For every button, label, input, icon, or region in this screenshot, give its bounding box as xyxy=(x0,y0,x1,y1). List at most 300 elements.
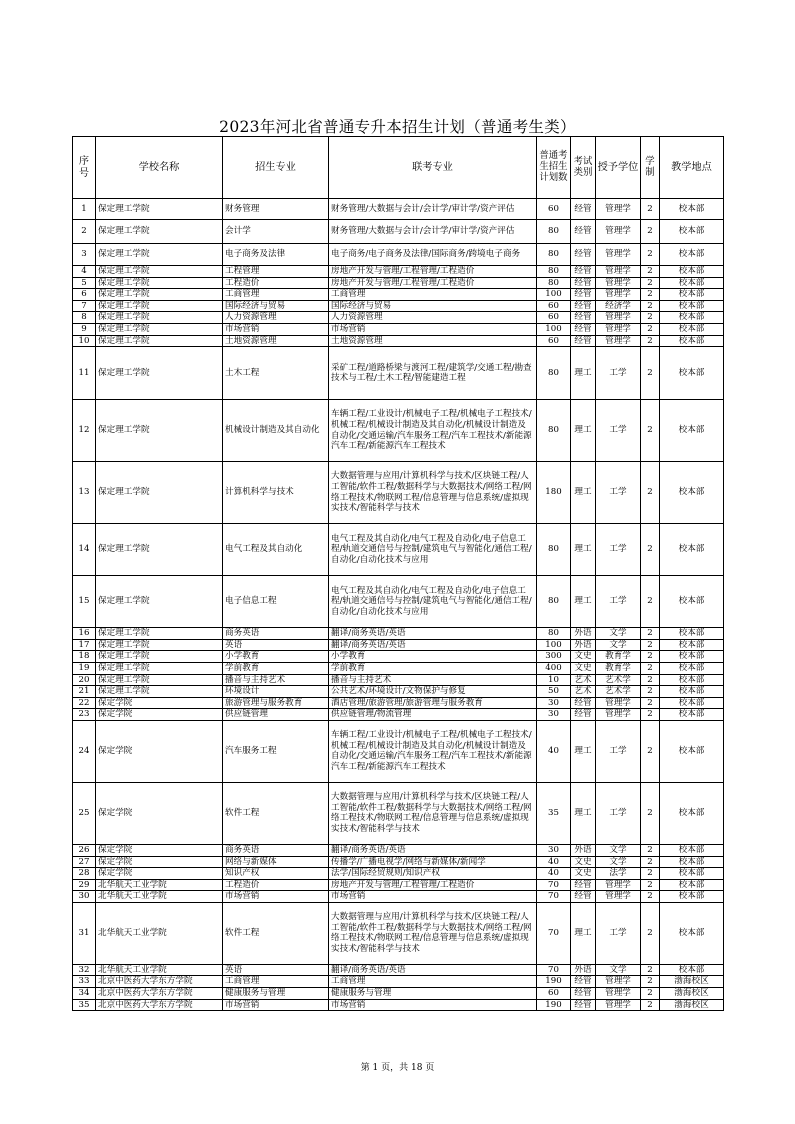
teaching-location: 校本部 xyxy=(660,300,724,312)
plan-count: 180 xyxy=(537,462,571,524)
degree: 管理学 xyxy=(596,199,641,220)
row-number: 1 xyxy=(73,199,96,220)
degree: 管理学 xyxy=(596,289,641,301)
table-row xyxy=(73,244,724,266)
major-name: 知识产权 xyxy=(223,868,329,880)
table-row xyxy=(73,289,724,301)
teaching-location: 校本部 xyxy=(660,902,724,964)
table-header-row xyxy=(73,137,724,199)
school-name: 保定理工学院 xyxy=(96,639,223,651)
related-majors: 传播学/广播电视学/网络与新媒体/新闻学 xyxy=(329,856,537,868)
exam-category: 文史 xyxy=(571,868,596,880)
study-years: 2 xyxy=(641,300,660,312)
school-name: 保定理工学院 xyxy=(96,266,223,278)
related-majors: 财务管理/大数据与会计/会计学/审计学/资产评估 xyxy=(329,220,537,244)
exam-category: 经管 xyxy=(571,266,596,278)
plan-count: 70 xyxy=(537,891,571,903)
plan-count: 80 xyxy=(537,347,571,400)
degree: 管理学 xyxy=(596,312,641,324)
exam-category: 文史 xyxy=(571,662,596,674)
table-row xyxy=(73,709,724,721)
exam-category: 经管 xyxy=(571,999,596,1011)
degree: 管理学 xyxy=(596,323,641,335)
plan-count: 80 xyxy=(537,576,571,628)
table-row xyxy=(73,199,724,220)
degree: 工学 xyxy=(596,782,641,844)
study-years: 2 xyxy=(641,879,660,891)
related-majors: 市场营销 xyxy=(329,891,537,903)
study-years: 2 xyxy=(641,697,660,709)
related-majors: 人力资源管理 xyxy=(329,312,537,324)
degree: 艺术学 xyxy=(596,674,641,686)
row-number: 22 xyxy=(73,697,96,709)
exam-category: 经管 xyxy=(571,199,596,220)
related-majors: 电子商务/电子商务及法律/国际商务/跨境电子商务 xyxy=(329,244,537,266)
degree: 文学 xyxy=(596,964,641,976)
row-number: 25 xyxy=(73,782,96,844)
teaching-location: 校本部 xyxy=(660,266,724,278)
degree: 工学 xyxy=(596,902,641,964)
table-row xyxy=(73,782,724,844)
school-name: 北华航天工业学院 xyxy=(96,879,223,891)
degree: 管理学 xyxy=(596,697,641,709)
teaching-location: 渤海校区 xyxy=(660,999,724,1011)
degree: 管理学 xyxy=(596,988,641,1000)
study-years: 2 xyxy=(641,964,660,976)
exam-category: 理工 xyxy=(571,347,596,400)
plan-count: 70 xyxy=(537,879,571,891)
exam-category: 外语 xyxy=(571,844,596,856)
row-number: 24 xyxy=(73,720,96,782)
school-name: 保定理工学院 xyxy=(96,289,223,301)
exam-category: 外语 xyxy=(571,639,596,651)
major-name: 计算机科学与技术 xyxy=(223,462,329,524)
related-majors: 法学/国际经贸规则/知识产权 xyxy=(329,868,537,880)
related-majors: 翻译/商务英语/英语 xyxy=(329,639,537,651)
school-name: 保定理工学院 xyxy=(96,347,223,400)
related-majors: 健康服务与管理 xyxy=(329,988,537,1000)
related-majors: 公共艺术/环境设计/文物保护与修复 xyxy=(329,686,537,698)
row-number: 16 xyxy=(73,628,96,640)
plan-count: 30 xyxy=(537,697,571,709)
exam-category: 理工 xyxy=(571,462,596,524)
major-name: 播音与主持艺术 xyxy=(223,674,329,686)
exam-category: 理工 xyxy=(571,902,596,964)
teaching-location: 校本部 xyxy=(660,662,724,674)
study-years: 2 xyxy=(641,312,660,324)
related-majors: 土地资源管理 xyxy=(329,335,537,347)
study-years: 2 xyxy=(641,220,660,244)
table-row xyxy=(73,856,724,868)
exam-category: 经管 xyxy=(571,300,596,312)
major-name: 机械设计制造及其自动化 xyxy=(223,400,329,462)
major-name: 人力资源管理 xyxy=(223,312,329,324)
row-number: 18 xyxy=(73,651,96,663)
exam-category: 理工 xyxy=(571,782,596,844)
school-name: 保定理工学院 xyxy=(96,335,223,347)
teaching-location: 校本部 xyxy=(660,524,724,576)
exam-category: 理工 xyxy=(571,720,596,782)
related-majors: 车辆工程/工业设计/机械电子工程/机械电子工程技术/机械工程/机械设计制造及其自动化/机械设计制造及自动化/交通运输/汽车服务工程/汽车工程技术/新能源汽车工程/新能源汽车工程技术 xyxy=(329,720,537,782)
school-name: 保定理工学院 xyxy=(96,674,223,686)
teaching-location: 校本部 xyxy=(660,709,724,721)
related-majors: 大数据管理与应用/计算机科学与技术/区块链工程/人工智能/软件工程/数据科学与大数据技术/网络工程/网络工程技术/物联网工程/信息管理与信息系统/虚拟现实技术/智能科学与技术 xyxy=(329,462,537,524)
teaching-location: 校本部 xyxy=(660,312,724,324)
school-name: 保定理工学院 xyxy=(96,220,223,244)
header-school: 学校名称 xyxy=(96,137,223,199)
exam-category: 文史 xyxy=(571,651,596,663)
teaching-location: 校本部 xyxy=(660,879,724,891)
table-row xyxy=(73,312,724,324)
header-location: 教学地点 xyxy=(660,137,724,199)
major-name: 环境设计 xyxy=(223,686,329,698)
table-row xyxy=(73,697,724,709)
school-name: 保定学院 xyxy=(96,856,223,868)
table-row xyxy=(73,524,724,576)
table-row xyxy=(73,300,724,312)
degree: 经济学 xyxy=(596,300,641,312)
school-name: 北京中医药大学东方学院 xyxy=(96,976,223,988)
plan-count: 80 xyxy=(537,277,571,289)
plan-count: 40 xyxy=(537,868,571,880)
major-name: 市场营销 xyxy=(223,323,329,335)
degree: 管理学 xyxy=(596,220,641,244)
degree: 法学 xyxy=(596,868,641,880)
major-name: 工商管理 xyxy=(223,289,329,301)
degree: 管理学 xyxy=(596,266,641,278)
teaching-location: 渤海校区 xyxy=(660,976,724,988)
row-number: 33 xyxy=(73,976,96,988)
teaching-location: 校本部 xyxy=(660,244,724,266)
exam-category: 经管 xyxy=(571,976,596,988)
header-related: 联考专业 xyxy=(329,137,537,199)
degree: 工学 xyxy=(596,347,641,400)
school-name: 保定理工学院 xyxy=(96,300,223,312)
major-name: 工商管理 xyxy=(223,976,329,988)
table-row xyxy=(73,720,724,782)
table-row xyxy=(73,628,724,640)
major-name: 电子商务及法律 xyxy=(223,244,329,266)
degree: 工学 xyxy=(596,720,641,782)
table-row xyxy=(73,868,724,880)
teaching-location: 校本部 xyxy=(660,651,724,663)
table-row xyxy=(73,576,724,628)
plan-count: 80 xyxy=(537,628,571,640)
plan-count: 100 xyxy=(537,289,571,301)
study-years: 2 xyxy=(641,266,660,278)
study-years: 2 xyxy=(641,462,660,524)
exam-category: 经管 xyxy=(571,312,596,324)
row-number: 29 xyxy=(73,879,96,891)
related-majors: 工商管理 xyxy=(329,976,537,988)
degree: 管理学 xyxy=(596,976,641,988)
page-title: 2023年河北省普通专升本招生计划（普通考生类） xyxy=(219,118,576,136)
exam-category: 艺术 xyxy=(571,686,596,698)
study-years: 2 xyxy=(641,335,660,347)
study-years: 2 xyxy=(641,662,660,674)
row-number: 27 xyxy=(73,856,96,868)
plan-count: 100 xyxy=(537,323,571,335)
plan-count: 190 xyxy=(537,976,571,988)
related-majors: 翻译/商务英语/英语 xyxy=(329,628,537,640)
major-name: 国际经济与贸易 xyxy=(223,300,329,312)
exam-category: 理工 xyxy=(571,576,596,628)
exam-category: 经管 xyxy=(571,709,596,721)
row-number: 26 xyxy=(73,844,96,856)
study-years: 2 xyxy=(641,902,660,964)
school-name: 保定理工学院 xyxy=(96,662,223,674)
major-name: 小学教育 xyxy=(223,651,329,663)
related-majors: 小学教育 xyxy=(329,651,537,663)
school-name: 保定学院 xyxy=(96,844,223,856)
major-name: 英语 xyxy=(223,964,329,976)
school-name: 保定理工学院 xyxy=(96,576,223,628)
plan-count: 50 xyxy=(537,686,571,698)
page-footer: 第 1 页，共 18 页 xyxy=(360,1063,435,1073)
table-row xyxy=(73,335,724,347)
study-years: 2 xyxy=(641,323,660,335)
plan-count: 40 xyxy=(537,720,571,782)
row-number: 6 xyxy=(73,289,96,301)
related-majors: 大数据管理与应用/计算机科学与技术/区块链工程/人工智能/软件工程/数据科学与大数据技术/网络工程/网络工程技术/物联网工程/信息管理与信息系统/虚拟现实技术/智能科学与技术 xyxy=(329,902,537,964)
table-row xyxy=(73,999,724,1011)
school-name: 保定学院 xyxy=(96,868,223,880)
exam-category: 经管 xyxy=(571,891,596,903)
teaching-location: 校本部 xyxy=(660,277,724,289)
study-years: 2 xyxy=(641,891,660,903)
related-majors: 车辆工程/工业设计/机械电子工程/机械电子工程技术/机械工程/机械设计制造及其自动化/机械设计制造及自动化/交通运输/汽车服务工程/汽车工程技术/新能源汽车工程/新能源汽车工程技术 xyxy=(329,400,537,462)
row-number: 4 xyxy=(73,266,96,278)
school-name: 北京中医药大学东方学院 xyxy=(96,988,223,1000)
table-row xyxy=(73,686,724,698)
degree: 文学 xyxy=(596,856,641,868)
major-name: 工程造价 xyxy=(223,277,329,289)
related-majors: 供应链管理/物流管理 xyxy=(329,709,537,721)
table-row xyxy=(73,976,724,988)
teaching-location: 校本部 xyxy=(660,686,724,698)
header-years: 学制 xyxy=(641,137,660,199)
table-row xyxy=(73,891,724,903)
school-name: 保定学院 xyxy=(96,697,223,709)
degree: 艺术学 xyxy=(596,686,641,698)
table-row xyxy=(73,844,724,856)
study-years: 2 xyxy=(641,639,660,651)
plan-count: 80 xyxy=(537,244,571,266)
header-plan: 普通考生招生计划数 xyxy=(537,137,571,199)
study-years: 2 xyxy=(641,976,660,988)
plan-count: 80 xyxy=(537,220,571,244)
table-row xyxy=(73,988,724,1000)
related-majors: 国际经济与贸易 xyxy=(329,300,537,312)
school-name: 北华航天工业学院 xyxy=(96,902,223,964)
degree: 工学 xyxy=(596,462,641,524)
study-years: 2 xyxy=(641,244,660,266)
study-years: 2 xyxy=(641,651,660,663)
plan-count: 70 xyxy=(537,964,571,976)
table-row xyxy=(73,639,724,651)
teaching-location: 校本部 xyxy=(660,347,724,400)
study-years: 2 xyxy=(641,709,660,721)
degree: 管理学 xyxy=(596,244,641,266)
exam-category: 经管 xyxy=(571,277,596,289)
major-name: 财务管理 xyxy=(223,199,329,220)
table-row xyxy=(73,266,724,278)
plan-count: 100 xyxy=(537,639,571,651)
table-row xyxy=(73,902,724,964)
row-number: 14 xyxy=(73,524,96,576)
header-seq: 序号 xyxy=(73,137,96,199)
degree: 管理学 xyxy=(596,879,641,891)
school-name: 保定学院 xyxy=(96,720,223,782)
related-majors: 房地产开发与管理/工程管理/工程造价 xyxy=(329,879,537,891)
exam-category: 理工 xyxy=(571,400,596,462)
major-name: 软件工程 xyxy=(223,902,329,964)
school-name: 保定理工学院 xyxy=(96,628,223,640)
teaching-location: 校本部 xyxy=(660,856,724,868)
plan-count: 80 xyxy=(537,400,571,462)
major-name: 会计学 xyxy=(223,220,329,244)
row-number: 5 xyxy=(73,277,96,289)
header-degree: 授予学位 xyxy=(596,137,641,199)
table-row xyxy=(73,277,724,289)
table-row xyxy=(73,400,724,462)
teaching-location: 校本部 xyxy=(660,199,724,220)
degree: 文学 xyxy=(596,639,641,651)
row-number: 10 xyxy=(73,335,96,347)
plan-count: 60 xyxy=(537,335,571,347)
related-majors: 电气工程及其自动化/电气工程及自动化/电子信息工程/轨道交通信号与控制/建筑电气与智能化/通信工程/自动化/自动化技术与应用 xyxy=(329,524,537,576)
school-name: 保定理工学院 xyxy=(96,312,223,324)
degree: 工学 xyxy=(596,400,641,462)
table-row xyxy=(73,879,724,891)
major-name: 旅游管理与服务教育 xyxy=(223,697,329,709)
plan-count: 10 xyxy=(537,674,571,686)
row-number: 28 xyxy=(73,868,96,880)
exam-category: 经管 xyxy=(571,244,596,266)
major-name: 市场营销 xyxy=(223,999,329,1011)
table-row xyxy=(73,964,724,976)
related-majors: 翻译/商务英语/英语 xyxy=(329,964,537,976)
major-name: 工程造价 xyxy=(223,879,329,891)
row-number: 7 xyxy=(73,300,96,312)
exam-category: 经管 xyxy=(571,323,596,335)
school-name: 保定理工学院 xyxy=(96,462,223,524)
school-name: 保定理工学院 xyxy=(96,277,223,289)
major-name: 供应链管理 xyxy=(223,709,329,721)
school-name: 北京中医药大学东方学院 xyxy=(96,999,223,1011)
related-majors: 市场营销 xyxy=(329,323,537,335)
plan-count: 60 xyxy=(537,199,571,220)
exam-category: 经管 xyxy=(571,988,596,1000)
study-years: 2 xyxy=(641,674,660,686)
row-number: 12 xyxy=(73,400,96,462)
major-name: 软件工程 xyxy=(223,782,329,844)
school-name: 保定理工学院 xyxy=(96,686,223,698)
row-number: 9 xyxy=(73,323,96,335)
plan-count: 60 xyxy=(537,312,571,324)
plan-count: 300 xyxy=(537,651,571,663)
exam-category: 文史 xyxy=(571,856,596,868)
teaching-location: 校本部 xyxy=(660,868,724,880)
row-number: 15 xyxy=(73,576,96,628)
teaching-location: 校本部 xyxy=(660,891,724,903)
major-name: 学前教育 xyxy=(223,662,329,674)
related-majors: 采矿工程/道路桥梁与渡河工程/建筑学/交通工程/勘查技术与工程/土木工程/智能建造工程 xyxy=(329,347,537,400)
study-years: 2 xyxy=(641,868,660,880)
header-major: 招生专业 xyxy=(223,137,329,199)
degree: 教育学 xyxy=(596,651,641,663)
exam-category: 经管 xyxy=(571,879,596,891)
teaching-location: 校本部 xyxy=(660,720,724,782)
plan-count: 40 xyxy=(537,856,571,868)
plan-count: 80 xyxy=(537,266,571,278)
row-number: 23 xyxy=(73,709,96,721)
exam-category: 理工 xyxy=(571,524,596,576)
plan-count: 60 xyxy=(537,988,571,1000)
study-years: 2 xyxy=(641,347,660,400)
major-name: 工程管理 xyxy=(223,266,329,278)
row-number: 35 xyxy=(73,999,96,1011)
study-years: 2 xyxy=(641,720,660,782)
related-majors: 电气工程及其自动化/电气工程及自动化/电子信息工程/轨道交通信号与控制/建筑电气与智能化/通信工程/自动化/自动化技术与应用 xyxy=(329,576,537,628)
table-row xyxy=(73,674,724,686)
plan-count: 30 xyxy=(537,844,571,856)
related-majors: 酒店管理/旅游管理/旅游管理与服务教育 xyxy=(329,697,537,709)
major-name: 健康服务与管理 xyxy=(223,988,329,1000)
major-name: 网络与新媒体 xyxy=(223,856,329,868)
row-number: 2 xyxy=(73,220,96,244)
table-row xyxy=(73,347,724,400)
plan-count: 80 xyxy=(537,524,571,576)
study-years: 2 xyxy=(641,628,660,640)
teaching-location: 校本部 xyxy=(660,400,724,462)
major-name: 电子信息工程 xyxy=(223,576,329,628)
major-name: 商务英语 xyxy=(223,628,329,640)
related-majors: 翻译/商务英语/英语 xyxy=(329,844,537,856)
row-number: 34 xyxy=(73,988,96,1000)
study-years: 2 xyxy=(641,844,660,856)
related-majors: 市场营销 xyxy=(329,999,537,1011)
teaching-location: 校本部 xyxy=(660,576,724,628)
exam-category: 经管 xyxy=(571,220,596,244)
teaching-location: 渤海校区 xyxy=(660,988,724,1000)
study-years: 2 xyxy=(641,400,660,462)
study-years: 2 xyxy=(641,988,660,1000)
related-majors: 房地产开发与管理/工程管理/工程造价 xyxy=(329,277,537,289)
exam-category: 经管 xyxy=(571,289,596,301)
school-name: 保定理工学院 xyxy=(96,400,223,462)
teaching-location: 校本部 xyxy=(660,220,724,244)
study-years: 2 xyxy=(641,576,660,628)
degree: 管理学 xyxy=(596,277,641,289)
study-years: 2 xyxy=(641,277,660,289)
teaching-location: 校本部 xyxy=(660,289,724,301)
table-row xyxy=(73,220,724,244)
plan-count: 60 xyxy=(537,300,571,312)
teaching-location: 校本部 xyxy=(660,462,724,524)
school-name: 保定理工学院 xyxy=(96,244,223,266)
major-name: 商务英语 xyxy=(223,844,329,856)
major-name: 土地资源管理 xyxy=(223,335,329,347)
table-body xyxy=(73,199,724,1011)
study-years: 2 xyxy=(641,524,660,576)
school-name: 保定学院 xyxy=(96,782,223,844)
school-name: 北华航天工业学院 xyxy=(96,891,223,903)
row-number: 3 xyxy=(73,244,96,266)
degree: 管理学 xyxy=(596,999,641,1011)
degree: 管理学 xyxy=(596,335,641,347)
row-number: 11 xyxy=(73,347,96,400)
